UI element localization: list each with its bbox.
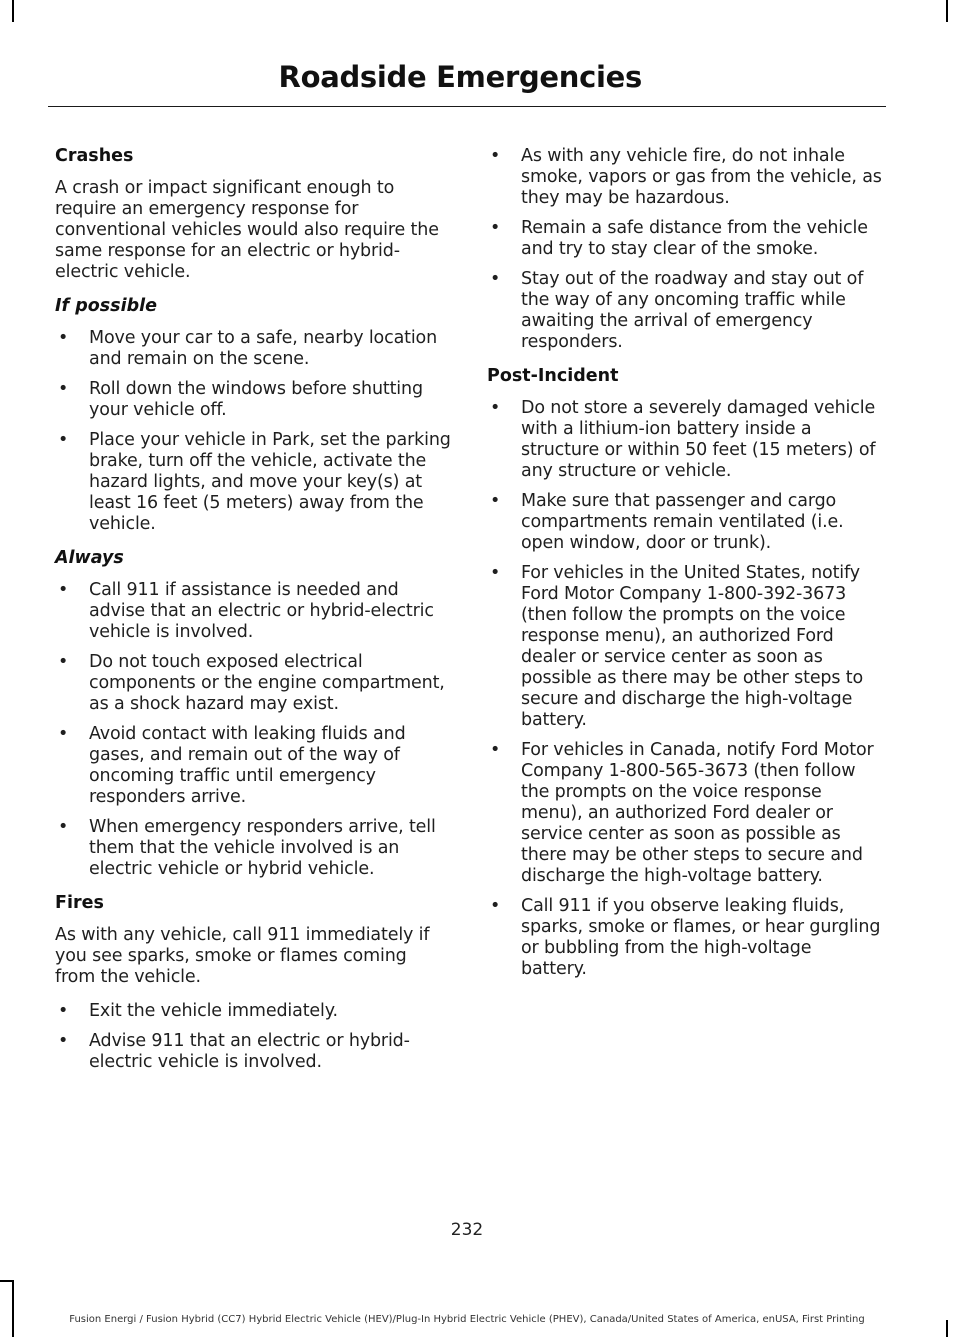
list-item-text: Make sure that passenger and cargo compartments remain ventilated (i.e. open window, door or trunk).: [521, 491, 844, 553]
bullet-icon: •: [490, 398, 501, 418]
always-heading: Always: [55, 548, 124, 568]
bullet-icon: •: [58, 379, 69, 399]
bullet-icon: •: [58, 430, 69, 450]
always-list: [55, 580, 451, 880]
fires-heading: Fires: [55, 893, 104, 913]
list-item: [55, 724, 451, 808]
bullet-icon: •: [58, 1001, 69, 1021]
if-possible-heading: If possible: [55, 296, 157, 316]
list-item-text: Place your vehicle in Park, set the parking brake, turn off the vehicle, activate the hazard lights, and move your key(s) at least 16 feet (5 meters) away from the vehicle.: [89, 430, 451, 534]
list-item-text: For vehicles in the United States, notify Ford Motor Company 1-800-392-3673 (then follow the prompts on the voice response menu), an authorized Ford dealer or service center as soon as possible as there may be other steps to secure and discharge the high-voltage battery.: [521, 563, 864, 730]
list-item: [55, 1001, 451, 1022]
bullet-icon: •: [490, 218, 501, 238]
post-incident-list: [487, 398, 882, 980]
list-item: [487, 740, 882, 887]
crashes-heading: Crashes: [55, 146, 134, 166]
list-item: [55, 1031, 451, 1073]
list-item: [55, 430, 451, 535]
bullet-icon: •: [58, 1031, 69, 1051]
bullet-icon: •: [58, 328, 69, 348]
list-item: [487, 491, 882, 554]
if-possible-list: [55, 328, 451, 535]
list-item-text: Call 911 if assistance is needed and advise that an electric or hybrid-electric vehicle is involved.: [89, 580, 434, 642]
post-incident-heading: Post-Incident: [487, 366, 619, 386]
fires-list: [55, 1001, 451, 1073]
header-rule: [48, 106, 886, 107]
page-title: Roadside Emergencies: [278, 60, 642, 94]
list-item-text: When emergency responders arrive, tell them that the vehicle involved is an electric vehicle or hybrid vehicle.: [89, 817, 436, 879]
list-item-text: For vehicles in Canada, notify Ford Motor Company 1-800-565-3673 (then follow the prompts on the voice response menu), an authorized Ford dealer or service center as soon as possible as there may be other steps to secure and discharge the high-voltage battery.: [521, 740, 874, 886]
list-item: [55, 580, 451, 643]
list-item: [487, 146, 882, 209]
footer-text: Fusion Energi / Fusion Hybrid (CC7) Hybrid Electric Vehicle (HEV)/Plug-In Hybrid Electric Vehicle (PHEV), Canada/United States of America, enUSA, First Printing: [69, 1314, 865, 1325]
list-item: [55, 379, 451, 421]
crashes-paragraph: A crash or impact significant enough to require an emergency response for conventional vehicles would also require the same response for an electric or hybrid-electric vehicle.: [55, 178, 439, 282]
list-item: [487, 896, 882, 980]
bullet-icon: •: [58, 580, 69, 600]
list-item: [487, 563, 882, 731]
bullet-icon: •: [490, 491, 501, 511]
list-item-text: Remain a safe distance from the vehicle and try to stay clear of the smoke.: [521, 218, 868, 259]
list-item-text: Call 911 if you observe leaking fluids, sparks, smoke or flames, or hear gurgling or bubbling from the high-voltage battery.: [521, 896, 881, 979]
left-column: [55, 146, 451, 1086]
crop-mark-top-left: [12, 0, 14, 22]
list-item-text: Avoid contact with leaking fluids and gases, and remain out of the way of oncoming traffic until emergency responders arrive.: [89, 724, 406, 807]
bullet-icon: •: [490, 896, 501, 916]
fire-continued-list: [487, 146, 882, 353]
list-item-text: Exit the vehicle immediately.: [89, 1001, 338, 1021]
list-item: [487, 398, 882, 482]
bullet-icon: •: [490, 146, 501, 166]
right-column: [487, 146, 882, 993]
page-number: 232: [450, 1220, 484, 1240]
list-item: [487, 269, 882, 353]
bullet-icon: •: [490, 740, 501, 760]
crop-mark-bottom-left-h: [0, 1280, 14, 1282]
bullet-icon: •: [58, 724, 69, 744]
list-item: [55, 817, 451, 880]
crop-mark-bottom-left: [12, 1280, 14, 1337]
list-item-text: Do not touch exposed electrical components or the engine compartment, as a shock hazard may exist.: [89, 652, 445, 714]
bullet-icon: •: [490, 269, 501, 289]
list-item-text: As with any vehicle fire, do not inhale smoke, vapors or gas from the vehicle, as they may be hazardous.: [521, 146, 882, 208]
list-item-text: Advise 911 that an electric or hybrid-electric vehicle is involved.: [89, 1031, 410, 1072]
crop-mark-top-right: [946, 0, 948, 22]
bullet-icon: •: [58, 652, 69, 672]
list-item: [55, 328, 451, 370]
fires-paragraph: As with any vehicle, call 911 immediately if you see sparks, smoke or flames coming from the vehicle.: [55, 925, 430, 987]
list-item: [55, 652, 451, 715]
list-item-text: Move your car to a safe, nearby location and remain on the scene.: [89, 328, 438, 369]
list-item: [487, 218, 882, 260]
list-item-text: Roll down the windows before shutting your vehicle off.: [89, 379, 423, 420]
list-item-text: Stay out of the roadway and stay out of the way of any oncoming traffic while awaiting the arrival of emergency responders.: [521, 269, 864, 352]
list-item-text: Do not store a severely damaged vehicle with a lithium-ion battery inside a structure or within 50 feet (15 meters) of any structure or vehicle.: [521, 398, 876, 481]
crop-mark-bottom-right: [946, 1320, 948, 1337]
bullet-icon: •: [490, 563, 501, 583]
bullet-icon: •: [58, 817, 69, 837]
